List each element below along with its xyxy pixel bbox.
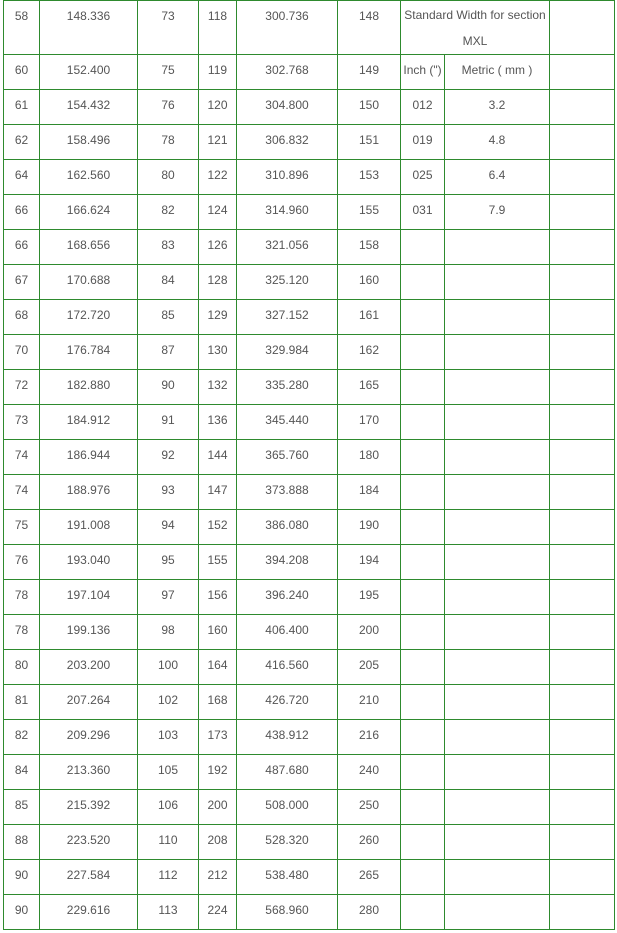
empty-cell [550, 895, 615, 930]
cell-teeth-right: 132 [199, 370, 237, 405]
cell-teeth-right: 147 [199, 475, 237, 510]
cell-value-right: 260 [338, 825, 401, 860]
cell-pitch-length-right: 300.736 [237, 1, 338, 55]
cell-width-metric [445, 335, 550, 370]
cell-pitch-length-right: 416.560 [237, 650, 338, 685]
cell-value-right: 153 [338, 160, 401, 195]
cell-value-right: 160 [338, 265, 401, 300]
cell-teeth-right: 152 [199, 510, 237, 545]
empty-cell [550, 160, 615, 195]
cell-value-right: 149 [338, 55, 401, 90]
cell-pitch-length-left: 170.688 [40, 265, 138, 300]
cell-pitch-length-right: 508.000 [237, 790, 338, 825]
cell-teeth-left: 66 [4, 195, 40, 230]
cell-pitch-length-right: 568.960 [237, 895, 338, 930]
cell-width-inch [401, 335, 445, 370]
cell-pitch-length-left: 186.944 [40, 440, 138, 475]
cell-pitch-length-right: 538.480 [237, 860, 338, 895]
cell-teeth-right: 155 [199, 545, 237, 580]
cell-teeth-left: 61 [4, 90, 40, 125]
empty-cell [550, 440, 615, 475]
cell-value-right: 170 [338, 405, 401, 440]
cell-teeth-right: 224 [199, 895, 237, 930]
table-row [4, 265, 615, 300]
cell-teeth-mid: 83 [138, 230, 199, 265]
cell-teeth-left: 90 [4, 895, 40, 930]
cell-teeth-right: 136 [199, 405, 237, 440]
cell-pitch-length-left: 193.040 [40, 545, 138, 580]
cell-width-metric: 6.4 [445, 160, 550, 195]
cell-width-inch [401, 440, 445, 475]
cell-value-right: 180 [338, 440, 401, 475]
cell-teeth-right: 192 [199, 755, 237, 790]
cell-teeth-right: 124 [199, 195, 237, 230]
empty-cell [550, 580, 615, 615]
cell-value-right: 216 [338, 720, 401, 755]
cell-width-metric [445, 300, 550, 335]
cell-pitch-length-left: 223.520 [40, 825, 138, 860]
cell-pitch-length-right: 321.056 [237, 230, 338, 265]
cell-teeth-left: 75 [4, 510, 40, 545]
cell-value-right: 190 [338, 510, 401, 545]
cell-teeth-right: 121 [199, 125, 237, 160]
cell-teeth-left: 80 [4, 650, 40, 685]
cell-teeth-mid: 84 [138, 265, 199, 300]
cell-width-metric [445, 405, 550, 440]
empty-cell [550, 615, 615, 650]
cell-width-metric: 7.9 [445, 195, 550, 230]
cell-width-metric [445, 860, 550, 895]
cell-teeth-left: 58 [4, 1, 40, 55]
table-row [4, 335, 615, 370]
table-row [4, 370, 615, 405]
table-row [4, 90, 615, 125]
cell-value-right: 205 [338, 650, 401, 685]
cell-width-inch [401, 300, 445, 335]
cell-pitch-length-left: 158.496 [40, 125, 138, 160]
cell-teeth-mid: 87 [138, 335, 199, 370]
cell-width-metric [445, 440, 550, 475]
cell-teeth-left: 84 [4, 755, 40, 790]
table-row [4, 755, 615, 790]
cell-teeth-left: 81 [4, 685, 40, 720]
cell-value-right: 161 [338, 300, 401, 335]
cell-value-right: 195 [338, 580, 401, 615]
cell-teeth-left: 78 [4, 615, 40, 650]
empty-cell [550, 825, 615, 860]
table-row [4, 650, 615, 685]
cell-pitch-length-right: 396.240 [237, 580, 338, 615]
cell-pitch-length-left: 213.360 [40, 755, 138, 790]
table-row [4, 580, 615, 615]
empty-cell [550, 195, 615, 230]
cell-teeth-left: 72 [4, 370, 40, 405]
table-row [4, 615, 615, 650]
cell-teeth-right: 130 [199, 335, 237, 370]
cell-teeth-right: 144 [199, 440, 237, 475]
cell-pitch-length-left: 184.912 [40, 405, 138, 440]
cell-teeth-left: 70 [4, 335, 40, 370]
cell-pitch-length-left: 191.008 [40, 510, 138, 545]
table-row [4, 720, 615, 755]
cell-teeth-mid: 98 [138, 615, 199, 650]
inch-header: Inch (") [401, 55, 445, 90]
cell-value-right: 265 [338, 860, 401, 895]
cell-teeth-left: 68 [4, 300, 40, 335]
cell-pitch-length-left: 162.560 [40, 160, 138, 195]
cell-teeth-right: 173 [199, 720, 237, 755]
cell-teeth-mid: 105 [138, 755, 199, 790]
cell-teeth-left: 64 [4, 160, 40, 195]
cell-value-right: 151 [338, 125, 401, 160]
cell-teeth-right: 212 [199, 860, 237, 895]
cell-width-metric [445, 230, 550, 265]
cell-teeth-mid: 78 [138, 125, 199, 160]
cell-teeth-mid: 90 [138, 370, 199, 405]
cell-pitch-length-right: 329.984 [237, 335, 338, 370]
cell-pitch-length-right: 386.080 [237, 510, 338, 545]
empty-cell [550, 335, 615, 370]
cell-value-right: 200 [338, 615, 401, 650]
table-row [4, 125, 615, 160]
cell-value-right: 148 [338, 1, 401, 55]
cell-width-metric [445, 580, 550, 615]
cell-width-metric: 3.2 [445, 90, 550, 125]
cell-value-right: 250 [338, 790, 401, 825]
cell-pitch-length-right: 302.768 [237, 55, 338, 90]
cell-pitch-length-right: 438.912 [237, 720, 338, 755]
cell-pitch-length-left: 176.784 [40, 335, 138, 370]
cell-pitch-length-left: 172.720 [40, 300, 138, 335]
cell-teeth-left: 85 [4, 790, 40, 825]
cell-teeth-left: 78 [4, 580, 40, 615]
table-row [4, 1, 615, 55]
cell-width-inch [401, 720, 445, 755]
cell-pitch-length-left: 188.976 [40, 475, 138, 510]
cell-width-metric [445, 545, 550, 580]
cell-width-metric [445, 370, 550, 405]
table-row [4, 860, 615, 895]
empty-cell [550, 265, 615, 300]
cell-width-metric [445, 615, 550, 650]
cell-value-right: 162 [338, 335, 401, 370]
cell-teeth-mid: 100 [138, 650, 199, 685]
table-row [4, 230, 615, 265]
table-row [4, 160, 615, 195]
cell-teeth-mid: 85 [138, 300, 199, 335]
cell-width-inch [401, 790, 445, 825]
empty-cell [550, 90, 615, 125]
cell-pitch-length-right: 314.960 [237, 195, 338, 230]
cell-pitch-length-left: 182.880 [40, 370, 138, 405]
table-row [4, 300, 615, 335]
cell-width-inch: 025 [401, 160, 445, 195]
cell-width-inch [401, 825, 445, 860]
cell-teeth-left: 76 [4, 545, 40, 580]
cell-teeth-mid: 94 [138, 510, 199, 545]
cell-width-metric [445, 825, 550, 860]
cell-width-inch: 012 [401, 90, 445, 125]
cell-width-inch [401, 405, 445, 440]
cell-teeth-right: 129 [199, 300, 237, 335]
cell-teeth-right: 120 [199, 90, 237, 125]
cell-teeth-right: 119 [199, 55, 237, 90]
cell-pitch-length-left: 203.200 [40, 650, 138, 685]
cell-value-right: 280 [338, 895, 401, 930]
cell-width-metric [445, 650, 550, 685]
cell-teeth-left: 74 [4, 440, 40, 475]
cell-pitch-length-left: 168.656 [40, 230, 138, 265]
cell-width-metric [445, 685, 550, 720]
cell-width-inch [401, 510, 445, 545]
cell-pitch-length-left: 209.296 [40, 720, 138, 755]
cell-teeth-mid: 113 [138, 895, 199, 930]
cell-pitch-length-left: 148.336 [40, 1, 138, 55]
cell-width-metric: 4.8 [445, 125, 550, 160]
cell-pitch-length-right: 345.440 [237, 405, 338, 440]
cell-width-metric [445, 475, 550, 510]
cell-teeth-right: 200 [199, 790, 237, 825]
cell-teeth-mid: 75 [138, 55, 199, 90]
cell-width-metric [445, 895, 550, 930]
cell-teeth-left: 60 [4, 55, 40, 90]
cell-value-right: 150 [338, 90, 401, 125]
cell-teeth-mid: 112 [138, 860, 199, 895]
table-row [4, 195, 615, 230]
cell-pitch-length-left: 229.616 [40, 895, 138, 930]
cell-teeth-left: 74 [4, 475, 40, 510]
cell-teeth-mid: 97 [138, 580, 199, 615]
table-row [4, 55, 615, 90]
belt-length-table [3, 0, 615, 930]
cell-teeth-right: 164 [199, 650, 237, 685]
cell-value-right: 210 [338, 685, 401, 720]
cell-pitch-length-right: 306.832 [237, 125, 338, 160]
cell-pitch-length-left: 154.432 [40, 90, 138, 125]
cell-pitch-length-left: 197.104 [40, 580, 138, 615]
cell-teeth-mid: 92 [138, 440, 199, 475]
cell-pitch-length-left: 166.624 [40, 195, 138, 230]
cell-width-metric [445, 510, 550, 545]
empty-cell [550, 790, 615, 825]
cell-value-right: 158 [338, 230, 401, 265]
empty-cell [550, 475, 615, 510]
cell-teeth-right: 122 [199, 160, 237, 195]
cell-width-inch [401, 545, 445, 580]
cell-pitch-length-right: 426.720 [237, 685, 338, 720]
empty-cell [550, 1, 615, 55]
cell-pitch-length-right: 327.152 [237, 300, 338, 335]
cell-value-right: 240 [338, 755, 401, 790]
empty-cell [550, 545, 615, 580]
cell-width-metric [445, 720, 550, 755]
cell-teeth-right: 160 [199, 615, 237, 650]
table-row [4, 685, 615, 720]
table-row [4, 790, 615, 825]
cell-pitch-length-right: 325.120 [237, 265, 338, 300]
cell-pitch-length-right: 406.400 [237, 615, 338, 650]
table-row [4, 825, 615, 860]
cell-width-inch [401, 755, 445, 790]
empty-cell [550, 125, 615, 160]
cell-teeth-left: 62 [4, 125, 40, 160]
cell-width-inch [401, 370, 445, 405]
empty-cell [550, 510, 615, 545]
cell-width-inch [401, 685, 445, 720]
cell-pitch-length-right: 487.680 [237, 755, 338, 790]
cell-teeth-left: 66 [4, 230, 40, 265]
table-body [4, 1, 615, 930]
table-row [4, 440, 615, 475]
cell-value-right: 194 [338, 545, 401, 580]
table-row [4, 895, 615, 930]
cell-teeth-right: 168 [199, 685, 237, 720]
cell-width-inch [401, 650, 445, 685]
cell-teeth-mid: 95 [138, 545, 199, 580]
cell-teeth-left: 67 [4, 265, 40, 300]
cell-width-inch [401, 860, 445, 895]
empty-cell [550, 370, 615, 405]
cell-teeth-mid: 73 [138, 1, 199, 55]
table-row [4, 545, 615, 580]
table-row [4, 475, 615, 510]
empty-cell [550, 55, 615, 90]
cell-teeth-mid: 76 [138, 90, 199, 125]
cell-value-right: 155 [338, 195, 401, 230]
cell-pitch-length-left: 227.584 [40, 860, 138, 895]
empty-cell [550, 685, 615, 720]
cell-teeth-left: 73 [4, 405, 40, 440]
cell-width-metric [445, 755, 550, 790]
cell-teeth-mid: 103 [138, 720, 199, 755]
cell-teeth-right: 126 [199, 230, 237, 265]
cell-value-right: 184 [338, 475, 401, 510]
cell-width-inch: 031 [401, 195, 445, 230]
cell-width-inch [401, 230, 445, 265]
cell-value-right: 165 [338, 370, 401, 405]
cell-teeth-mid: 91 [138, 405, 199, 440]
standard-width-title: Standard Width for section MXL [401, 1, 550, 55]
cell-teeth-mid: 102 [138, 685, 199, 720]
cell-width-inch: 019 [401, 125, 445, 160]
cell-width-inch [401, 475, 445, 510]
cell-width-inch [401, 895, 445, 930]
cell-teeth-mid: 80 [138, 160, 199, 195]
cell-teeth-right: 118 [199, 1, 237, 55]
cell-pitch-length-right: 335.280 [237, 370, 338, 405]
cell-pitch-length-left: 215.392 [40, 790, 138, 825]
empty-cell [550, 405, 615, 440]
empty-cell [550, 650, 615, 685]
cell-pitch-length-right: 394.208 [237, 545, 338, 580]
cell-teeth-mid: 93 [138, 475, 199, 510]
cell-width-metric [445, 790, 550, 825]
cell-teeth-right: 128 [199, 265, 237, 300]
table-row [4, 405, 615, 440]
empty-cell [550, 755, 615, 790]
cell-teeth-mid: 110 [138, 825, 199, 860]
cell-pitch-length-right: 310.896 [237, 160, 338, 195]
cell-pitch-length-right: 373.888 [237, 475, 338, 510]
cell-width-inch [401, 615, 445, 650]
cell-pitch-length-left: 207.264 [40, 685, 138, 720]
cell-width-inch [401, 580, 445, 615]
cell-teeth-left: 82 [4, 720, 40, 755]
cell-width-inch [401, 265, 445, 300]
cell-teeth-left: 90 [4, 860, 40, 895]
cell-teeth-mid: 82 [138, 195, 199, 230]
cell-teeth-right: 156 [199, 580, 237, 615]
cell-teeth-mid: 106 [138, 790, 199, 825]
metric-header: Metric ( mm ) [445, 55, 550, 90]
cell-pitch-length-right: 365.760 [237, 440, 338, 475]
cell-pitch-length-left: 199.136 [40, 615, 138, 650]
cell-pitch-length-left: 152.400 [40, 55, 138, 90]
cell-teeth-right: 208 [199, 825, 237, 860]
table-row [4, 510, 615, 545]
empty-cell [550, 300, 615, 335]
empty-cell [550, 720, 615, 755]
cell-pitch-length-right: 304.800 [237, 90, 338, 125]
cell-pitch-length-right: 528.320 [237, 825, 338, 860]
empty-cell [550, 860, 615, 895]
cell-width-metric [445, 265, 550, 300]
cell-teeth-left: 88 [4, 825, 40, 860]
empty-cell [550, 230, 615, 265]
